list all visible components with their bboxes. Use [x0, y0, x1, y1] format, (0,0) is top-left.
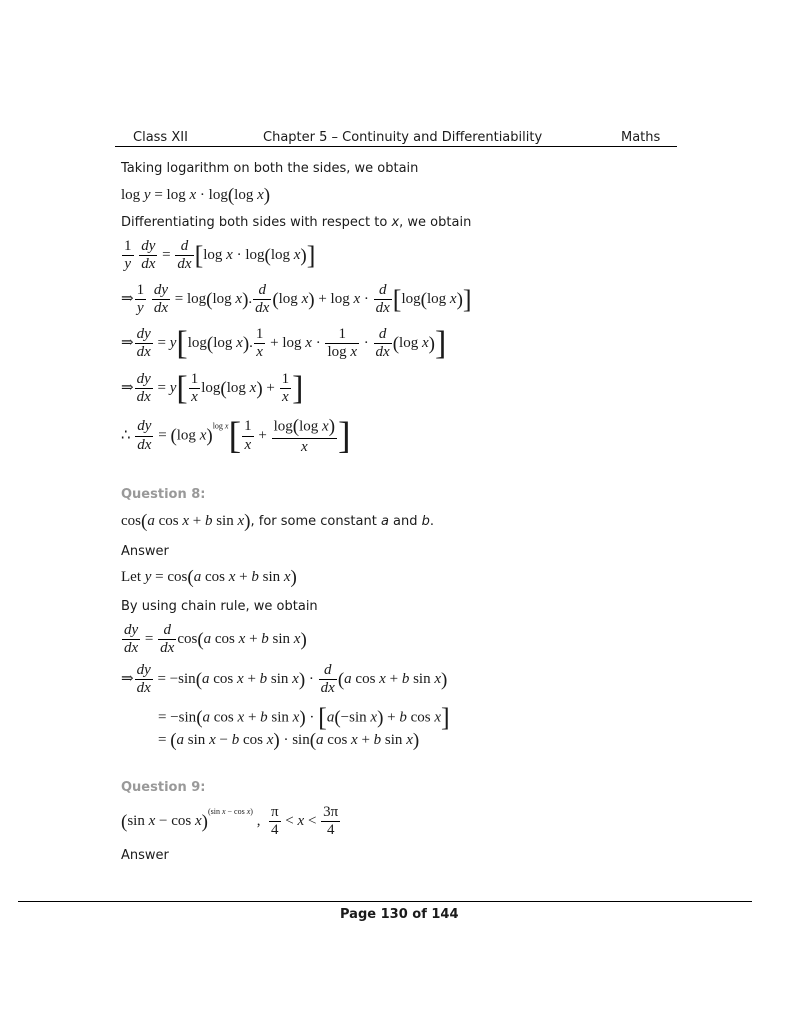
- differentiate-text: Differentiating both sides with respect to x, we obtain: [121, 215, 472, 230]
- intro-log-text: Taking logarithm on both the sides, we obtain: [121, 161, 419, 176]
- header-chapter: Chapter 5 – Continuity and Differentiability: [263, 130, 543, 145]
- chain-rule-text: By using chain rule, we obtain: [121, 599, 318, 614]
- equation-let-y: Let y = cos(a cos x + b sin x): [121, 567, 297, 588]
- equation-step-4: ⇒ $\frac{dy}{dx}$ = y[ $\frac{1}{x}$ log(log x) + $\frac{1}{x}$ ]: [121, 369, 304, 407]
- header-rule: [115, 146, 677, 147]
- equation-step-1: $\frac{1}{y}$ $\frac{dy}{dx}$ = $\frac{d}{dx}$ [log x · log(log x)]: [124, 238, 316, 273]
- header-class: Class XII: [133, 130, 188, 145]
- equation-q8-step-2: ⇒ $\frac{dy}{dx}$ = −sin(a cos x + b sin x) · $\frac{d}{dx}$ (a cos x + b sin x): [121, 662, 448, 697]
- question-8-statement: cos(a cos x + b sin x), for some constant a and b.: [121, 511, 435, 533]
- equation-step-5: ∴ $\frac{dy}{dx}$ = (log x)$^{log x}$[ $\frac{1}{x}$ + $\frac{\text{log(log x)}}{x}$ ]: [121, 415, 351, 458]
- equation-step-3: ⇒ $\frac{dy}{dx}$ = y[log(log x). $\frac{1}{x}$ + log x · $\frac{1}{\text{log x}}$ · $\frac{d}{dx}$ (log x)]: [121, 324, 447, 362]
- equation-q8-step-1: $\frac{dy}{dx}$ = $\frac{d}{dx}$ cos(a cos x + b sin x): [124, 622, 307, 657]
- question-9-statement: (sin x − cos x)$^{(sin x - cos x)}$ , $\frac{\pi}{4}$ < x < $\frac{3\pi}{4}$: [121, 804, 339, 839]
- equation-q8-step-4: = (a sin x − b cos x) · sin(a cos x + b sin x): [158, 730, 420, 751]
- equation-log-y: log y = log x · log(log x): [121, 185, 271, 206]
- page-number: Page 130 of 144: [340, 907, 459, 922]
- footer-rule: [18, 901, 752, 902]
- equation-q8-step-3: = −sin(a cos x + b sin x) · [a(−sin x) + b cos x]: [158, 703, 450, 732]
- header-subject: Maths: [621, 130, 661, 145]
- question-8-answer-label: Answer: [121, 544, 169, 559]
- equation-step-2: ⇒ $\frac{1}{y}$ $\frac{dy}{dx}$ = log(log x). $\frac{d}{dx}$ (log x) + log x · $\frac{d}{dx}$ [log(log x)]: [121, 282, 472, 317]
- question-8-title: Question 8:: [121, 487, 206, 502]
- question-9-title: Question 9:: [121, 780, 206, 795]
- question-9-answer-label: Answer: [121, 848, 169, 863]
